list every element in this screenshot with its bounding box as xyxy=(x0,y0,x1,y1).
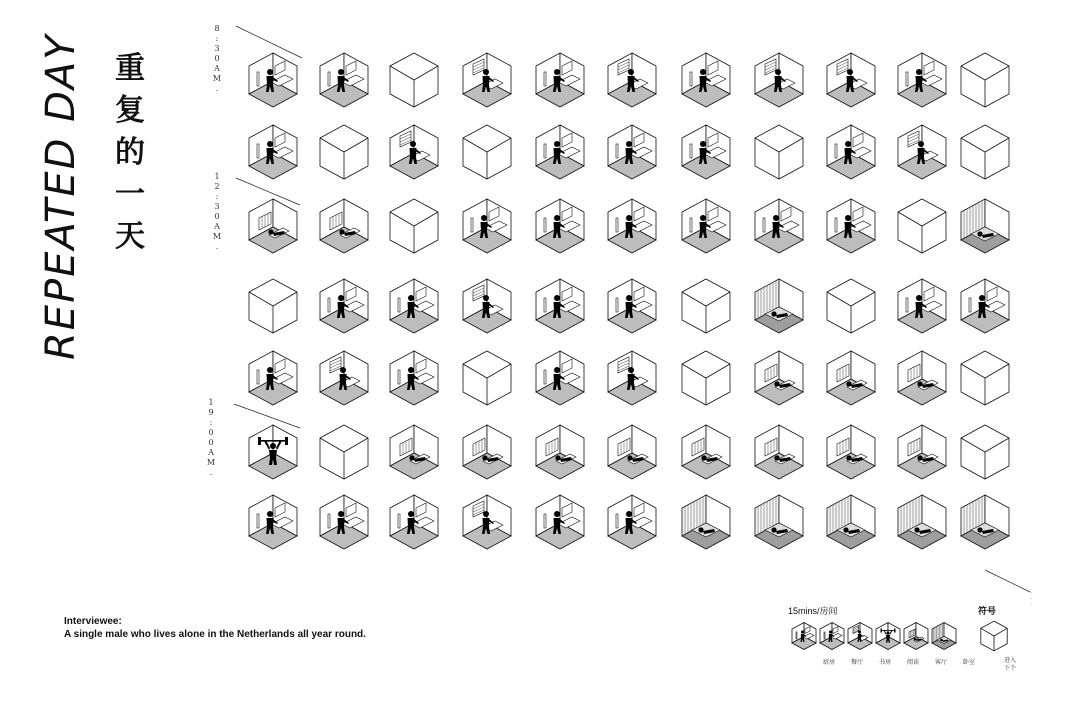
room-study-r4-c5 xyxy=(608,351,656,405)
time-char: 3 xyxy=(214,202,220,211)
room-empty-r1-c7 xyxy=(755,125,803,179)
room-bedroom-r6-c6 xyxy=(682,495,730,549)
time-char: 0 xyxy=(214,212,220,221)
room-reading-r6-c3 xyxy=(463,495,511,549)
legend-title: 15mins/房间 xyxy=(788,606,838,616)
legend-label: 阅读 xyxy=(906,660,919,666)
room-dining-r4-c4 xyxy=(536,351,584,405)
timeline-divider xyxy=(234,404,300,428)
room-empty-r4-c6 xyxy=(682,351,730,405)
room-kitchen-r1-c4 xyxy=(536,125,584,179)
room-kitchen-r1-c6 xyxy=(682,125,730,179)
room-living-r5-c9 xyxy=(898,425,946,479)
room-reading-r4-c1 xyxy=(320,351,368,405)
room-living-r5-c4 xyxy=(536,425,584,479)
room-study-r1-c9 xyxy=(898,125,946,179)
time-char: 2 xyxy=(214,182,220,191)
room-kitchen-r4-c0 xyxy=(249,351,297,405)
time-char: A xyxy=(214,222,220,231)
legend-room-study xyxy=(848,623,872,650)
room-empty-r5-c10 xyxy=(961,425,1009,479)
time-char: : xyxy=(209,418,213,427)
title-english: REPEATED DAY xyxy=(38,33,84,360)
time-char: 9 xyxy=(208,408,214,417)
room-kitchen-r3-c4 xyxy=(536,279,584,333)
room-empty-r1-c10 xyxy=(961,125,1009,179)
room-empty-r4-c3 xyxy=(463,351,511,405)
room-study-r0-c7 xyxy=(755,53,803,107)
legend-label: 客厅 xyxy=(934,660,947,666)
room-bedroom-r6-c7 xyxy=(755,495,803,549)
room-empty-r1-c1 xyxy=(320,125,368,179)
time-char: 0 xyxy=(208,428,214,437)
room-living-r4-c7 xyxy=(755,351,803,405)
room-kitchen-r0-c9 xyxy=(898,53,946,107)
room-living-r4-c9 xyxy=(898,351,946,405)
room-kitchen-r3-c9 xyxy=(898,279,946,333)
room-gym-r5-c0 xyxy=(249,425,297,479)
room-kitchen-r6-c4 xyxy=(536,495,584,549)
title-cn-char: 复 xyxy=(115,93,145,128)
time-char: 1 xyxy=(208,398,214,407)
time-char: : xyxy=(215,34,219,43)
room-study-r0-c3 xyxy=(463,53,511,107)
room-kitchen-r2-c6 xyxy=(682,199,730,253)
room-living-r5-c8 xyxy=(827,425,875,479)
room-kitchen-r2-c7 xyxy=(755,199,803,253)
room-study-r1-c2 xyxy=(390,125,438,179)
symbol-empty-cube xyxy=(981,621,1007,651)
title-cn-char: 重 xyxy=(115,51,145,86)
room-living-r2-c0 xyxy=(249,199,297,253)
room-kitchen-r3-c10 xyxy=(961,279,1009,333)
room-kitchen-r3-c5 xyxy=(608,279,656,333)
room-kitchen-r6-c2 xyxy=(390,495,438,549)
room-living-r5-c2 xyxy=(390,425,438,479)
room-kitchen-r1-c5 xyxy=(608,125,656,179)
room-kitchen-r1-c0 xyxy=(249,125,297,179)
title-cn-char: 一 xyxy=(115,177,145,212)
symbol-title: 符号 xyxy=(978,606,997,616)
time-char: . xyxy=(215,84,219,93)
room-empty-r1-c3 xyxy=(463,125,511,179)
interviewee-description: A single male who lives alone in the Netherlands all year round. xyxy=(64,629,366,640)
legend-room-kitchen xyxy=(792,623,816,650)
room-kitchen-r1-c8 xyxy=(827,125,875,179)
room-kitchen-r2-c5 xyxy=(608,199,656,253)
legend-label: 书房 xyxy=(878,660,891,666)
room-bedroom-r6-c9 xyxy=(898,495,946,549)
time-char: 3 xyxy=(214,44,220,53)
room-study-r3-c3 xyxy=(463,279,511,333)
room-living-r2-c1 xyxy=(320,199,368,253)
room-bedroom-r6-c10 xyxy=(961,495,1009,549)
time-char: M xyxy=(206,458,216,467)
time-char: 1 xyxy=(214,172,220,181)
legend-label: 卧室 xyxy=(962,660,975,666)
legend-room-dining xyxy=(820,623,844,650)
legend-label: 餐厅 xyxy=(850,660,863,666)
time-char: . xyxy=(209,468,213,477)
legend-room-gym xyxy=(876,623,900,650)
time-char: M xyxy=(212,232,222,241)
room-kitchen-r3-c2 xyxy=(390,279,438,333)
time-char: . xyxy=(215,242,219,251)
room-kitchen-r3-c1 xyxy=(320,279,368,333)
room-kitchen-r6-c5 xyxy=(608,495,656,549)
room-empty-r2-c2 xyxy=(390,199,438,253)
room-bedroom-r6-c8 xyxy=(827,495,875,549)
room-kitchen-r6-c0 xyxy=(249,495,297,549)
room-empty-r0-c10 xyxy=(961,53,1009,107)
interviewee-label: Interviewee: xyxy=(64,616,122,627)
room-bedroom-r2-c10 xyxy=(961,199,1009,253)
room-kitchen-r0-c6 xyxy=(682,53,730,107)
room-empty-r3-c8 xyxy=(827,279,875,333)
time-char: M xyxy=(212,74,222,83)
room-dining-r0-c4 xyxy=(536,53,584,107)
legend-room-living xyxy=(904,623,928,650)
legend-label: 厨房 xyxy=(822,660,835,666)
room-empty-r3-c6 xyxy=(682,279,730,333)
time-char: 0 xyxy=(208,438,214,447)
room-kitchen-r4-c2 xyxy=(390,351,438,405)
room-dining-r0-c1 xyxy=(320,53,368,107)
room-empty-r5-c1 xyxy=(320,425,368,479)
legend-room-bedroom xyxy=(932,623,956,650)
room-reading-r0-c8 xyxy=(827,53,875,107)
symbol-label-line: 进入 xyxy=(1003,658,1016,664)
time-char: 0 xyxy=(214,54,220,63)
room-kitchen-r6-c1 xyxy=(320,495,368,549)
room-empty-r2-c9 xyxy=(898,199,946,253)
timeline-divider xyxy=(236,26,302,58)
room-living-r4-c8 xyxy=(827,351,875,405)
room-empty-r0-c2 xyxy=(390,53,438,107)
room-kitchen-r2-c8 xyxy=(827,199,875,253)
symbol-label xyxy=(995,657,1025,673)
room-kitchen-r2-c4 xyxy=(536,199,584,253)
room-bedroom-r3-c7 xyxy=(755,279,803,333)
room-study-r0-c5 xyxy=(608,53,656,107)
timeline-divider xyxy=(985,570,1030,592)
room-kitchen-r0-c0 xyxy=(249,53,297,107)
room-empty-r4-c10 xyxy=(961,351,1009,405)
room-empty-r3-c0 xyxy=(249,279,297,333)
interviewee-block xyxy=(64,615,366,641)
title-cn-char: 天 xyxy=(115,219,145,254)
time-char: 8 xyxy=(214,24,220,33)
symbol-label-line: 下个 xyxy=(1003,666,1016,672)
room-living-r5-c6 xyxy=(682,425,730,479)
room-living-r5-c3 xyxy=(463,425,511,479)
title-cn-char: 的 xyxy=(115,135,145,170)
time-char: : xyxy=(215,192,219,201)
ellipsis-dots: · · · xyxy=(1030,590,1032,608)
time-char: A xyxy=(214,64,220,73)
room-living-r5-c7 xyxy=(755,425,803,479)
timeline-divider xyxy=(236,178,300,205)
room-kitchen-r2-c3 xyxy=(463,199,511,253)
time-char: A xyxy=(208,448,214,457)
room-living-r5-c5 xyxy=(608,425,656,479)
